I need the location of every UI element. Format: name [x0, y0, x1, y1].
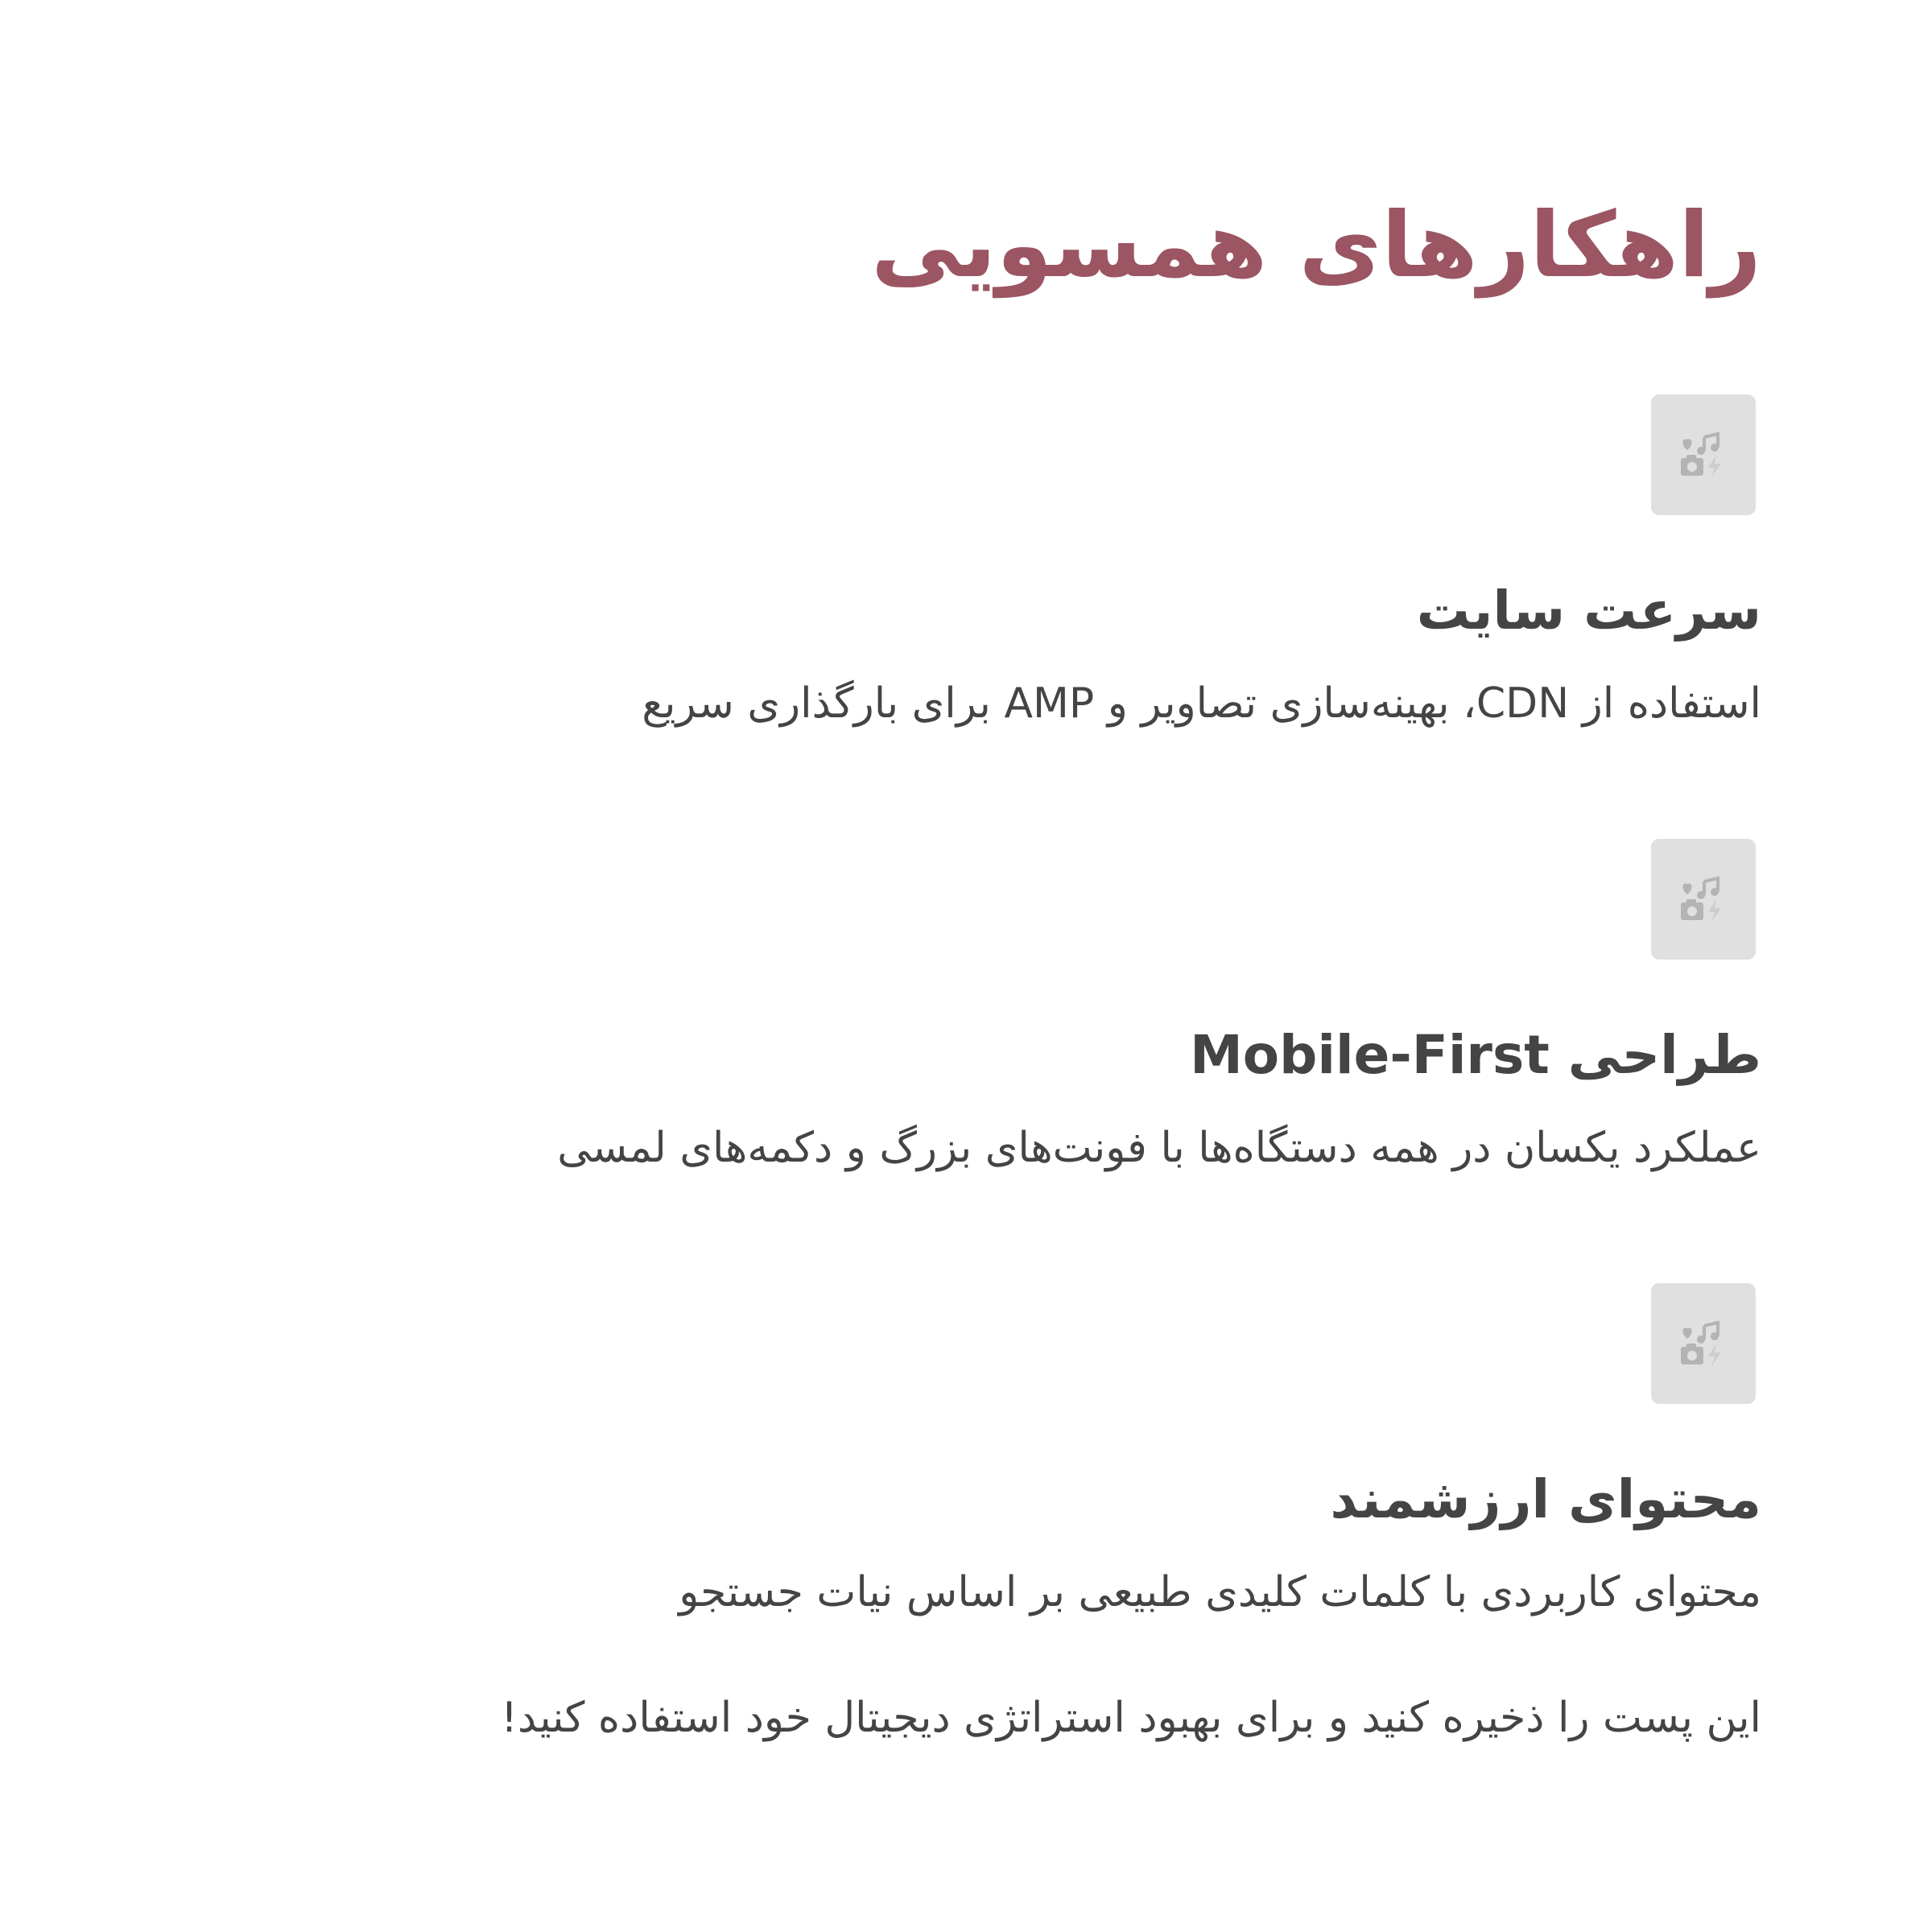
solution-item-site-speed [393, 394, 1761, 736]
item-description: استفاده از CDN، بهینه‌سازی تصاویر و AMP برای بارگذاری سریع [642, 679, 1761, 728]
post-content [393, 185, 1761, 1750]
item-title: طراحی Mobile-First [1190, 1024, 1761, 1086]
page-title: راهکارهای همسویی [871, 193, 1761, 298]
media-placeholder-icon [1651, 1283, 1756, 1404]
item-description: محتوای کاربردی با کلمات کلیدی طبیعی بر اساس نیات جستجو [679, 1568, 1761, 1616]
solution-item-valuable-content [393, 1283, 1761, 1624]
item-title: سرعت سایت [1416, 580, 1761, 642]
item-description: عملکرد یکسان در همه دستگاه‌ها با فونت‌های بزرگ و دکمه‌های لمسی [557, 1124, 1761, 1172]
item-title: محتوای ارزشمند [1330, 1468, 1761, 1530]
media-placeholder-icon [1651, 394, 1756, 515]
media-placeholder-icon [1651, 839, 1756, 960]
closing-text: این پست را ذخیره کنید و برای بهبود استراتژی دیجیتال خود استفاده کنید! [501, 1694, 1761, 1742]
solution-item-mobile-first [393, 839, 1761, 1180]
